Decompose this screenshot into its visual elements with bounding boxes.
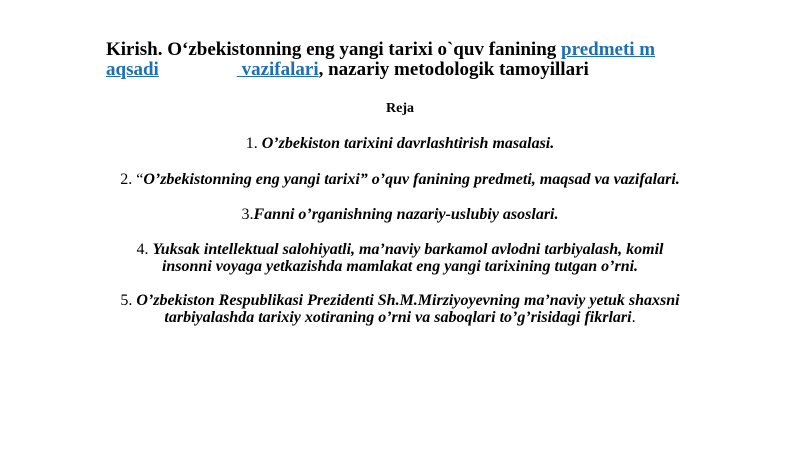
plan-item-number: 5. — [120, 292, 137, 309]
plan-item-4 — [0, 241, 800, 275]
plan-item-text-line1: O’zbekiston Respublikasi Prezidenti Sh.M.Mirziyoyevning ma’naviy yetuk shaxsni — [136, 292, 680, 309]
plan-heading: Reja — [386, 101, 414, 116]
plan-item-text-line2: insonni voyaga yetkazishda mamlakat eng yangi tarixining tutgan o’rni. — [161, 258, 639, 275]
title-link-predmeti[interactable]: predmeti m — [561, 39, 656, 60]
plan-item-3 — [0, 206, 800, 223]
title-link-vazifalari[interactable]: vazifalari — [236, 59, 319, 80]
plan-item-text-line1: Yuksak intellektual salohiyatli, ma’naviy barkamol avlodni tarbiyalash, komil — [152, 241, 664, 258]
plan-item-number: 1. — [245, 135, 262, 152]
plan-item-text-line2: tarbiyalashda tarixiy xotiraning o’rni va saboqlari to’g’risidagi fikrlari — [164, 309, 632, 326]
title-text-start: Kirish. O‘zbekistonning eng yangi tarixi o`quv fanining — [106, 39, 562, 60]
plan-item-tail: . — [631, 309, 636, 326]
plan-item-1 — [0, 135, 800, 152]
document-title — [106, 40, 706, 80]
plan-item-text: Fanni o’rganishning nazariy-uslubiy asoslari. — [253, 206, 559, 223]
plan-item-2 — [0, 171, 800, 188]
plan-item-number: 2. “ — [120, 171, 144, 188]
plan-item-text: O’zbekistonning eng yangi tarixi” o’quv fanining predmeti, maqsad va vazifalari. — [143, 171, 680, 188]
plan-item-number: 3. — [241, 206, 254, 223]
plan-item-text: O’zbekiston tarixini davrlashtirish masalasi. — [261, 135, 555, 152]
title-link-maqsadi[interactable]: aqsadi — [106, 59, 159, 80]
title-text-end: , nazariy metodologik tamoyillari — [318, 59, 589, 80]
plan-item-5 — [0, 292, 800, 326]
plan-item-number: 4. — [136, 241, 153, 258]
